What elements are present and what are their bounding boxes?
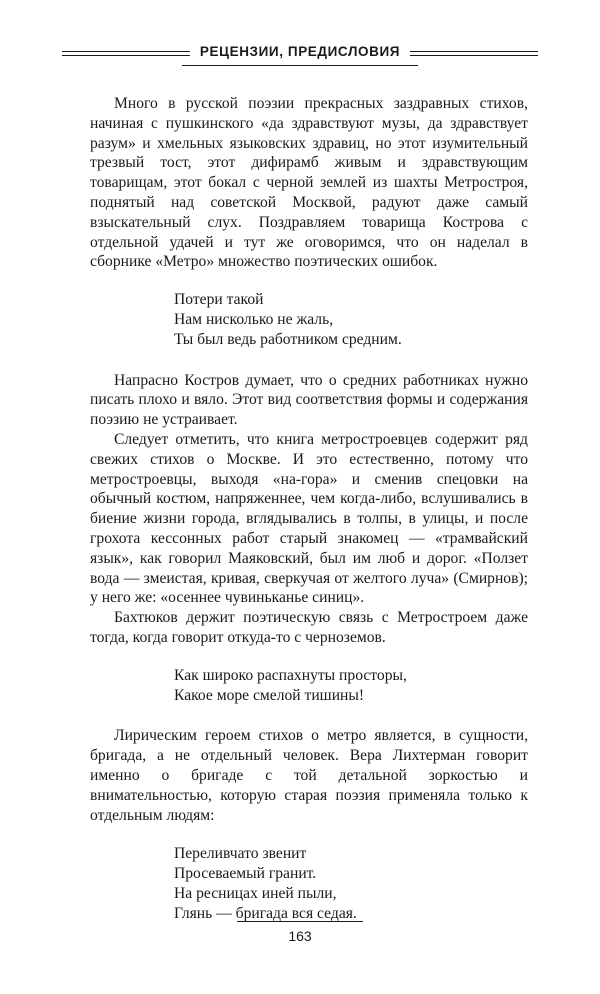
page-body <box>90 94 528 943</box>
poem-quote <box>174 666 528 706</box>
poem-line: Ты был ведь работником средним. <box>174 330 402 348</box>
poem-line: Какое море смелой тишины! <box>174 686 365 704</box>
poem-line: Потери такой <box>174 291 264 309</box>
poem-line: Просеваемый гранит. <box>174 865 317 883</box>
poem-quote <box>174 844 528 923</box>
page-footer <box>0 921 600 944</box>
footer-rule <box>237 921 363 922</box>
paragraph: Лирическим героем стихов о метро является, в сущности, бригада, а не отдельный человек. Вера Лихтерман говорит именно о бригаде с той детальной зоркостью и внимательностью, которую старая поэзия применяла только к отдельным людям: <box>90 727 528 824</box>
paragraph: Следует отметить, что книга метростроевцев содержит ряд свежих стихов о Москве. И это естественно, потому что метростроевцы, выходя «на-гора» и сменив спецовки на обычный костюм, напряженнее, чем когда-либо, вслушивались в биение жизни города, вглядывались в толпы, в улицы, и после грохота кессонных работ старый знакомец — «трамвайский язык», как говорил Маяковский, был им люб и дорог. «Ползет вода — змеистая, кривая, сверкучая от желтого луча» (Смирнов); у него же: «осеннее чувиньканье синиц». <box>90 430 528 607</box>
paragraph: Напрасно Костров думает, что о средних работниках нужно писать плохо и вяло. Этот вид соответствия формы и содержания поэзию не устраивает. <box>90 371 528 429</box>
poem-line: Переливчато звенит <box>174 845 307 863</box>
poem-line: Как широко распахнуты просторы, <box>174 666 407 684</box>
section-title: РЕЦЕНЗИИ, ПРЕДИСЛОВИЯ <box>190 42 410 62</box>
page-number: 163 <box>288 928 312 944</box>
poem-line: Нам нисколько не жаль, <box>174 310 334 328</box>
running-header <box>62 42 538 72</box>
poem-line: Глянь — бригада вся седая. <box>174 904 357 922</box>
header-underline <box>182 65 418 66</box>
paragraph: Бахтюков держит поэтическую связь с Метростроем даже тогда, когда говорит откуда-то с черноземов. <box>90 609 528 646</box>
paragraph: Много в русской поэзии прекрасных заздравных стихов, начиная с пушкинского «да здравствуют музы, да здравствует разум» и хмельных языковских здравиц, но этот изумительный трезвый тост, этот дифирамб живым и здравствующим товарищам, этот бокал с черной землей из шахты Метростроя, поднятый над советской Москвой, радуют даже самый взыскательный слух. Поздравляем товарища Кострова с отдельной удачей и тут же оговоримся, что он наделал в сборнике «Метро» множество поэтических ошибок. <box>90 95 528 271</box>
poem-quote <box>174 290 528 349</box>
poem-line: На ресницах иней пыли, <box>174 884 337 902</box>
